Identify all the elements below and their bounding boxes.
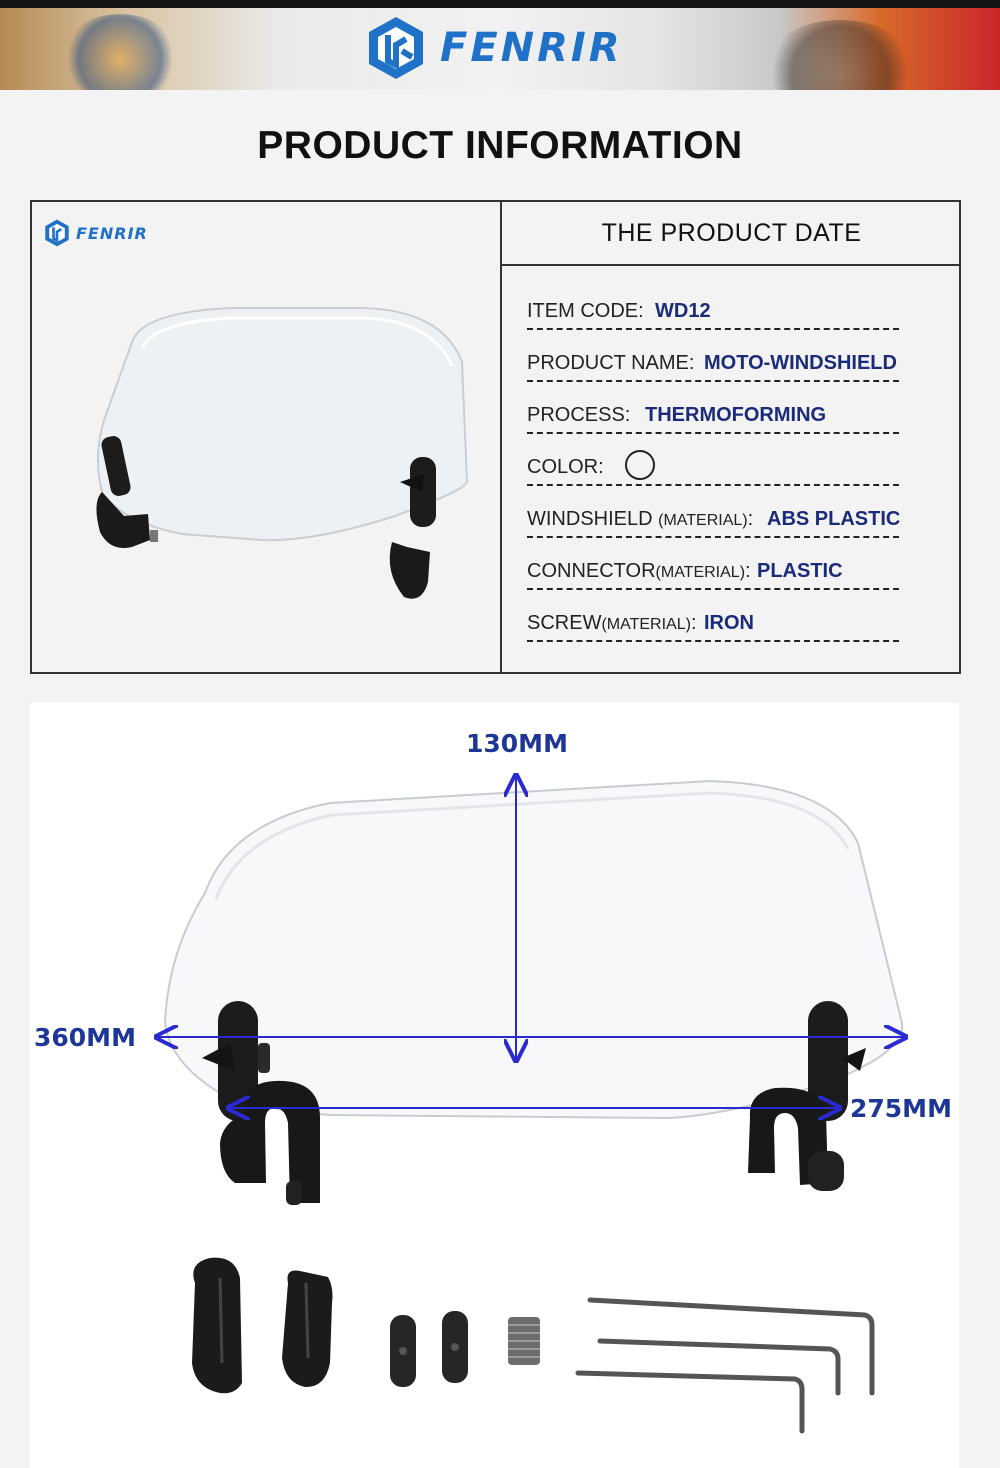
spec-row-process: [527, 394, 899, 434]
spec-row-product-name: [527, 342, 899, 382]
spec-row-color: [527, 446, 899, 486]
accessory-clamp-right: [282, 1271, 333, 1388]
spec-value: THERMOFORMING: [645, 404, 827, 426]
accessory-hex-keys: [578, 1300, 872, 1431]
dashed-line: [527, 328, 899, 330]
color-swatch-clear: [625, 450, 655, 480]
spec-value: ABS PLASTIC: [767, 508, 901, 530]
accessory-pad-1: [390, 1315, 416, 1387]
dashed-line: [527, 484, 899, 486]
spec-value: PLASTIC: [757, 560, 843, 582]
small-brand-logo: [44, 218, 148, 248]
spec-table-title: THE PRODUCT DATE: [502, 202, 961, 266]
spec-row-connector-material: [527, 550, 899, 590]
windshield-outline: [165, 781, 902, 1118]
width-dimension-label: 360MM: [34, 1023, 136, 1052]
info-divider: [500, 202, 502, 672]
spec-label: PRODUCT NAME:: [527, 352, 695, 374]
spec-label: PROCESS:: [527, 404, 631, 426]
dashed-line: [527, 432, 899, 434]
hexagon-logo-icon: [44, 218, 70, 248]
dashed-line: [527, 588, 899, 590]
spec-value: MOTO-WINDSHIELD: [704, 352, 897, 374]
header-banner: [0, 0, 1000, 90]
spec-row-item-code: [527, 290, 899, 330]
spec-value: IRON: [704, 612, 754, 634]
page-title: PRODUCT INFORMATION: [257, 124, 743, 167]
spec-value: WD12: [655, 300, 711, 322]
accessory-screws: [508, 1317, 540, 1365]
spec-row-screw-material: [527, 602, 899, 642]
banner-deco-helmet: [60, 14, 180, 90]
height-dimension-label: 130MM: [466, 729, 568, 758]
windshield-photo: [62, 302, 482, 612]
spec-label: SCREW(MATERIAL):: [527, 612, 697, 634]
spec-label: ITEM CODE:: [527, 300, 644, 322]
small-brand-name: FENRIR: [76, 223, 148, 243]
mount-spacing-dimension-label: 275MM: [850, 1094, 952, 1123]
spec-row-windshield-material: [527, 498, 899, 538]
dashed-line: [527, 536, 899, 538]
dashed-line: [527, 380, 899, 382]
windshield-dimension-drawing: [30, 703, 959, 1468]
dashed-line: [527, 640, 899, 642]
accessory-clamp-left: [192, 1258, 242, 1394]
banner-top-strip: [0, 0, 1000, 8]
spec-label: CONNECTOR(MATERIAL):: [527, 560, 751, 582]
banner-deco-tire: [760, 20, 920, 90]
dimension-panel: [30, 703, 959, 1468]
spec-label: COLOR:: [527, 456, 604, 478]
brand-name: FENRIR: [440, 25, 623, 71]
product-info-box: [30, 200, 961, 674]
hexagon-logo-icon: [366, 15, 426, 81]
accessory-pad-2: [442, 1311, 468, 1383]
spec-label: WINDSHIELD (MATERIAL):: [527, 508, 754, 530]
brand-logo: [366, 15, 623, 81]
